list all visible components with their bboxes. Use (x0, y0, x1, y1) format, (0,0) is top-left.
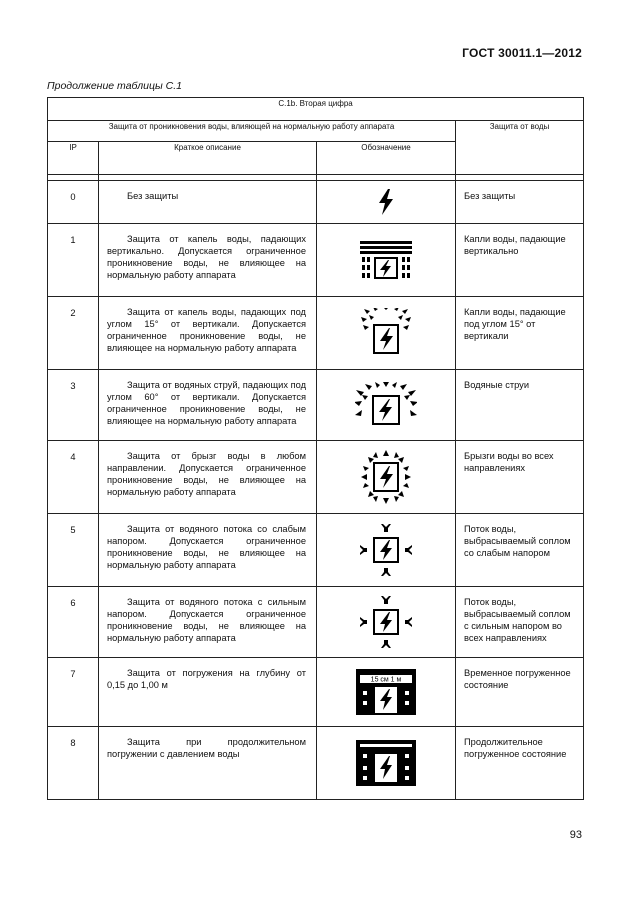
page-number: 93 (569, 829, 582, 841)
table-caption: Продолжение таблицы С.1 (47, 80, 182, 92)
symbol-drops-vertical-icon (317, 224, 456, 297)
row-description-text: Защита при продолжительном погружении с давлением воды (107, 737, 306, 759)
symbol-immersion-cont-icon (317, 727, 456, 800)
table-row (48, 727, 584, 800)
svg-text:15 см 1 м: 15 см 1 м (370, 676, 402, 684)
ip-code: 0 (48, 181, 99, 224)
water-type: Капли воды, падающие под углом 15° от вертикали (456, 297, 584, 370)
row-description (99, 224, 317, 297)
water-type: Продолжительное погруженное состояние (456, 727, 584, 800)
ip-code: 8 (48, 727, 99, 800)
ip-code: 4 (48, 441, 99, 514)
row-description (99, 441, 317, 514)
ip-code: 3 (48, 370, 99, 441)
water-type: Временное погруженное состояние (456, 658, 584, 727)
row-description (99, 370, 317, 441)
water-header: Защита от воды (456, 121, 584, 175)
col-desc-header: Краткое описание (99, 142, 317, 175)
table-row (48, 658, 584, 727)
row-description-text: Защита от водяного потока со слабым напором. Допускается ограниченное проникновение воды, не влияющее на нормальную работу аппарата (107, 524, 306, 570)
protection-table (47, 97, 584, 800)
row-description (99, 514, 317, 587)
row-description-text: Защита от капель воды, падающих вертикально. Допускается ограниченное проникновение воды, не влияющее на нормальную работу аппарата (107, 234, 306, 280)
ip-code: 6 (48, 587, 99, 658)
table-row (48, 297, 584, 370)
col-symbol-header: Обозначение (317, 142, 456, 175)
row-description (99, 587, 317, 658)
table-row (48, 587, 584, 658)
water-type: Поток воды, выбрасываемый соплом с сильным напором во всех направлениях (456, 587, 584, 658)
ip-code: 2 (48, 297, 99, 370)
table-row (48, 370, 584, 441)
ip-code: 5 (48, 514, 99, 587)
row-description (99, 297, 317, 370)
ip-code: 7 (48, 658, 99, 727)
symbol-splash-icon (317, 441, 456, 514)
water-type: Без защиты (456, 181, 584, 224)
row-description (99, 727, 317, 800)
symbol-jet-high-icon (317, 587, 456, 658)
symbol-jet-low-icon (317, 514, 456, 587)
row-description: Без защиты (99, 181, 317, 224)
symbol-immersion-temp-icon (317, 658, 456, 727)
water-type: Водяные струи (456, 370, 584, 441)
ip-code: 1 (48, 224, 99, 297)
row-description-text: Защита от брызг воды в любом направлении. Допускается ограниченное проникновение воды, не влияющее на нормальную работу аппарата (107, 451, 306, 497)
symbol-drops-15deg-icon (317, 297, 456, 370)
col-ip-header: IP (48, 142, 99, 175)
table-row (48, 441, 584, 514)
water-type: Капли воды, падающие вертикально (456, 224, 584, 297)
row-description-text: Защита от водяного потока с сильным напором. Допускается ограниченное проникновение воды, не влияющее на нормальную работу аппарата (107, 597, 306, 643)
standard-number: ГОСТ 30011.1—2012 (462, 46, 582, 60)
symbol-ip0-icon (317, 181, 456, 224)
table-row (48, 181, 584, 224)
symbol-water-spray-icon (317, 370, 456, 441)
table-row (48, 514, 584, 587)
water-type: Поток воды, выбрасываемый соплом со слабым напором (456, 514, 584, 587)
row-description-text: Защита от водяных струй, падающих под углом 60° от вертикали. Допускается ограниченное проникновение воды, не влияющее на нормальную работу аппарата (107, 380, 306, 426)
water-type: Брызги воды во всех направлениях (456, 441, 584, 514)
section-title: С.1b. Вторая цифра (48, 98, 584, 121)
row-description (99, 658, 317, 727)
row-description-text: Защита от погружения на глубину от 0,15 до 1,00 м (107, 668, 306, 690)
row-description-text: Защита от капель воды, падающих под углом 15° от вертикали. Допускается ограниченное проникновение воды, не влияющее на нормальную работу аппарата (107, 307, 306, 353)
table-row (48, 224, 584, 297)
group-header: Защита от проникновения воды, влияющей на нормальную работу аппарата (48, 121, 456, 142)
